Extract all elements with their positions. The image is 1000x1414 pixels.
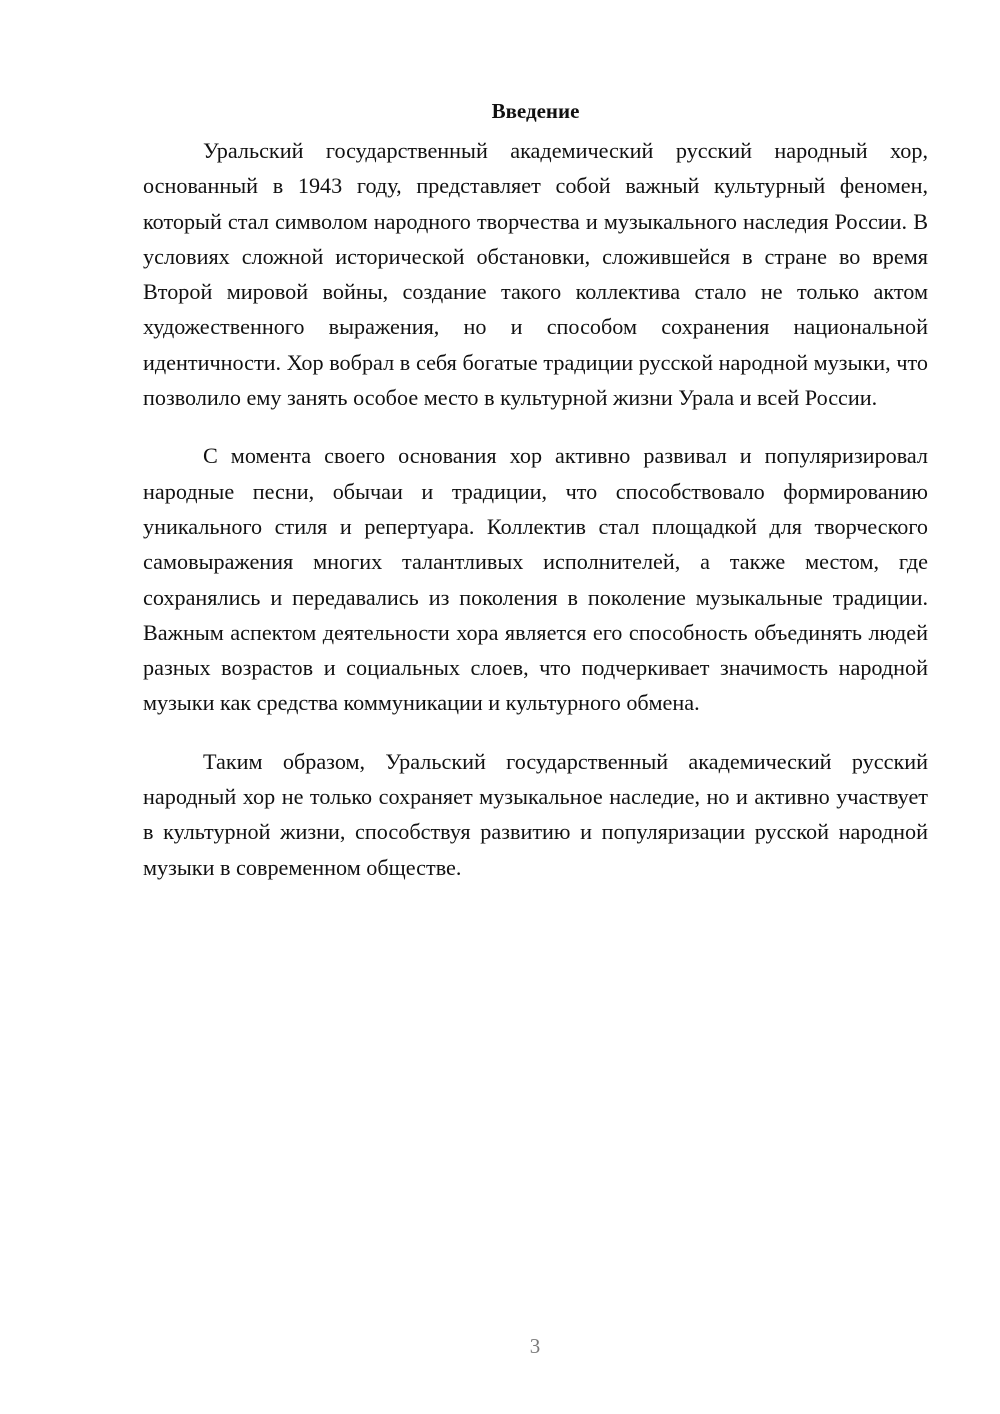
page-content xyxy=(143,94,928,908)
paragraph-1: Уральский государственный академический русский народный хор, основанный в 1943 году, представляет собой важный культурный феномен, который стал символом народного творчества и музыкального наследия России. В условиях сложной исторической обстановки, сложившейся в стране во время Второй мировой войны, создание такого коллектива стало не только актом художественного выражения, но и способом сохранения национальной идентичности. Хор вобрал в себя богатые традиции русской народной музыки, что позволило ему занять особое место в культурной жизни Урала и всей России. xyxy=(143,138,928,411)
paragraph-3: Таким образом, Уральский государственный академический русский народный хор не только сохраняет музыкальное наследие, но и активно участвует в культурной жизни, способствуя развитию и популяризации русской народной музыки в современном обществе. xyxy=(143,748,928,880)
page-number: 3 xyxy=(529,1334,541,1358)
paragraph-2: С момента своего основания хор активно развивал и популяризировал народные песни, обычаи и традиции, что способствовало формированию уникального стиля и репертуара. Коллектив стал площадкой для творческого самовыражения многих талантливых исполнителей, а также местом, где сохранялись и передавались из поколения в поколение музыкальные традиции. Важным аспектом деятельности хора является его способность объединять людей разных возрастов и социальных слоев, что подчеркивает значимость народной музыки как средства коммуникации и культурного обмена. xyxy=(143,443,928,716)
section-heading: Введение xyxy=(491,99,580,123)
